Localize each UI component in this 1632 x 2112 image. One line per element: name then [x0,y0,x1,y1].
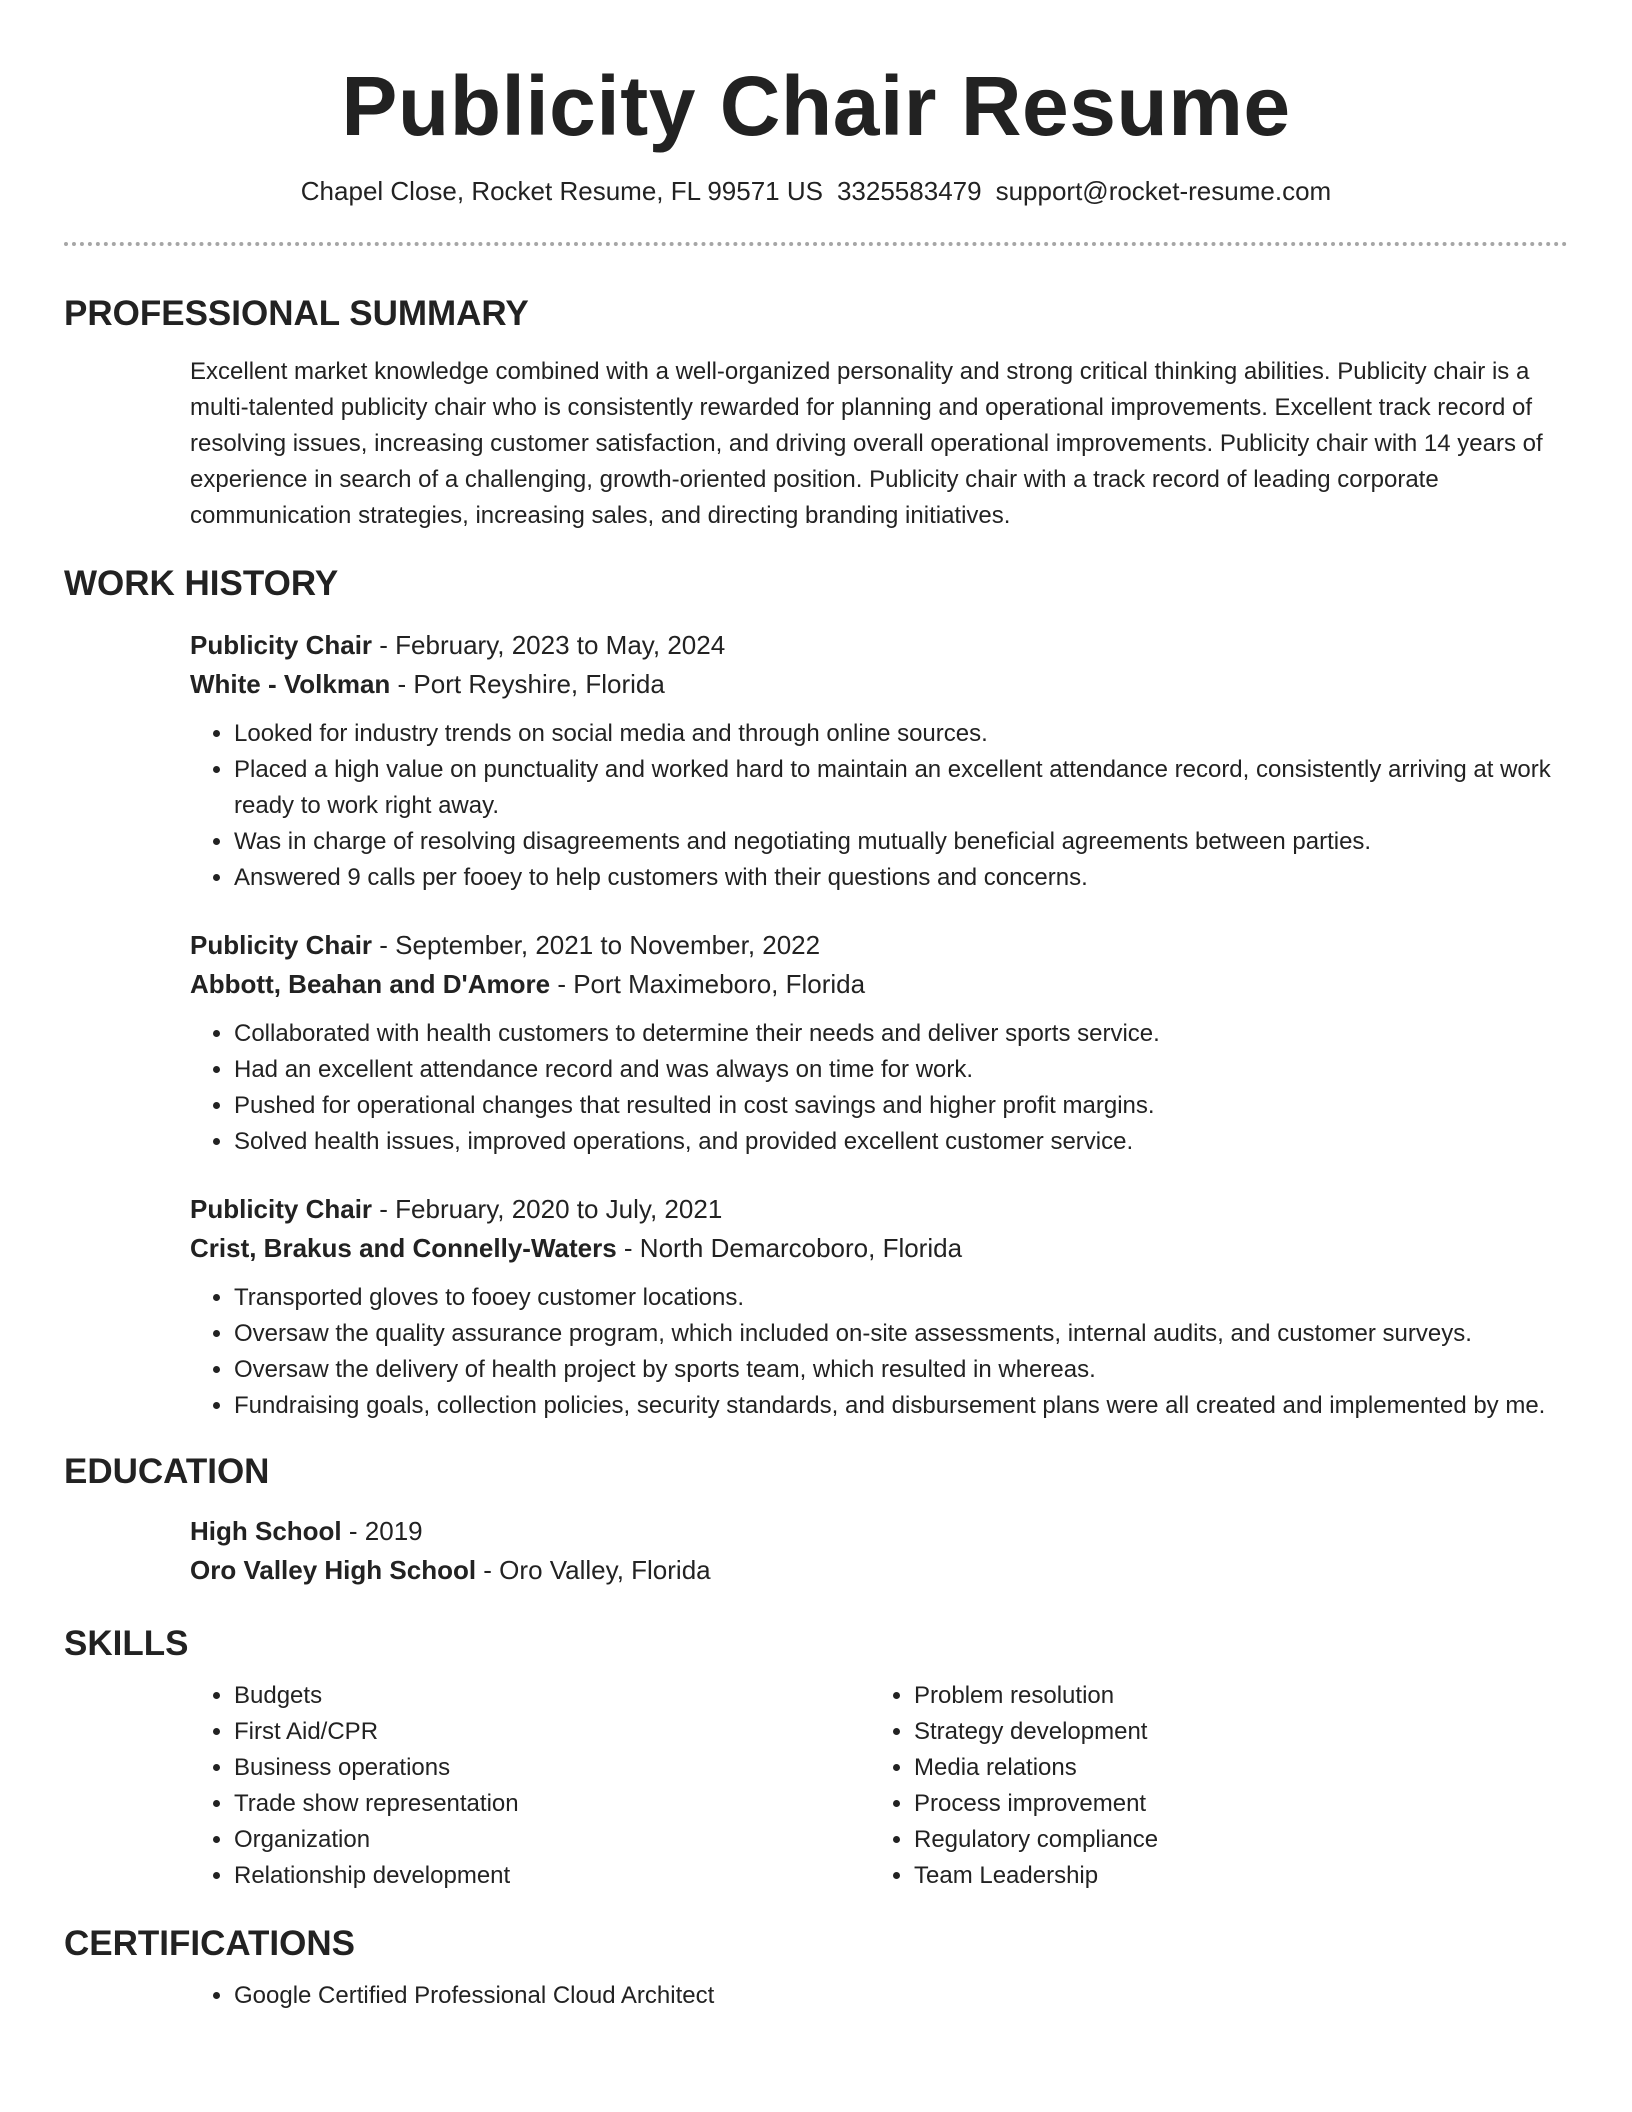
list-item: • Answered 9 calls per fooey to help customers with their questions and concerns. [234,860,1568,896]
education-heading: EDUCATION [64,1452,270,1491]
job-entry [190,926,1568,1160]
list-item: • Placed a high value on punctuality and worked hard to maintain an excellent attendance record, consistently arriving at work ready to work right away. [234,752,1568,824]
list-item: • Transported gloves to fooey customer locations. [234,1280,1568,1316]
list-item: • Business operations [234,1750,870,1786]
education-school-line [190,1551,1568,1590]
skills-list-left [190,1678,870,1894]
list-item: • Solved health issues, improved operations, and provided excellent customer service. [234,1124,1568,1160]
education-location: - Oro Valley, Florida [476,1555,711,1585]
job-location: - Port Maximeboro, Florida [550,969,866,999]
job-dates: - September, 2021 to November, 2022 [372,930,821,960]
job-title-line [190,626,1568,665]
list-item: • Team Leadership [914,1858,1550,1894]
skills-list-right [870,1678,1550,1894]
list-item: • Process improvement [914,1786,1550,1822]
job-duties-list [190,716,1568,896]
job-dates: - February, 2020 to July, 2021 [372,1194,723,1224]
job-entry [190,626,1568,896]
education-degree-line [190,1512,1568,1551]
job-duties-list [190,1280,1568,1424]
list-item: • First Aid/CPR [234,1714,870,1750]
job-company-line [190,665,1568,704]
resume-page [64,0,1568,2014]
skills-heading: SKILLS [64,1624,189,1663]
header-divider [64,242,1568,246]
certifications-list [190,1978,1568,2014]
job-dates: - February, 2023 to May, 2024 [372,630,726,660]
job-company: Abbott, Beahan and D'Amore [190,969,551,999]
education-entry [190,1512,1568,1590]
list-item: • Trade show representation [234,1786,870,1822]
summary-heading: PROFESSIONAL SUMMARY [64,294,529,333]
job-location: - Port Reyshire, Florida [390,669,665,699]
list-item: • Relationship development [234,1858,870,1894]
list-item: • Looked for industry trends on social media and through online sources. [234,716,1568,752]
list-item: • Strategy development [914,1714,1550,1750]
contact-phone: 3325583479 [836,176,982,206]
job-company: White - Volkman [190,669,391,699]
education-degree: High School [190,1516,342,1546]
contact-line [64,174,1568,208]
skills-column-right [870,1678,1550,1894]
job-company-line [190,965,1568,1004]
job-entry [190,1190,1568,1424]
skills-grid [190,1678,1568,1894]
list-item: • Media relations [914,1750,1550,1786]
list-item: • Regulatory compliance [914,1822,1550,1858]
list-item: • Oversaw the delivery of health project by sports team, which resulted in whereas. [234,1352,1568,1388]
list-item: • Had an excellent attendance record and was always on time for work. [234,1052,1568,1088]
list-item: • Fundraising goals, collection policies, security standards, and disbursement plans were all created and implemented by me. [234,1388,1568,1424]
page-title: Publicity Chair Resume [341,59,1291,153]
list-item: • Problem resolution [914,1678,1550,1714]
job-duties-list [190,1016,1568,1160]
job-title-line [190,926,1568,965]
education-school: Oro Valley High School [190,1555,477,1585]
list-item: • Google Certified Professional Cloud Architect [234,1978,1568,2014]
education-year: - 2019 [341,1516,423,1546]
list-item: • Budgets [234,1678,870,1714]
job-title: Publicity Chair [190,630,373,660]
certifications-heading: CERTIFICATIONS [64,1924,356,1963]
job-company-line [190,1229,1568,1268]
job-location: - North Demarcoboro, Florida [616,1233,963,1263]
list-item: • Was in charge of resolving disagreements and negotiating mutually beneficial agreements between parties. [234,824,1568,860]
contact-email: support@rocket-resume.com [995,176,1332,206]
job-company: Crist, Brakus and Connelly-Waters [190,1233,617,1263]
job-title: Publicity Chair [190,930,373,960]
job-title-line [190,1190,1568,1229]
work-history-heading: WORK HISTORY [64,564,339,603]
job-title: Publicity Chair [190,1194,373,1224]
list-item: • Collaborated with health customers to determine their needs and deliver sports service. [234,1016,1568,1052]
certifications-entry [190,1978,1568,2014]
list-item: • Pushed for operational changes that resulted in cost savings and higher profit margins. [234,1088,1568,1124]
summary-text: Excellent market knowledge combined with a well-organized personality and strong critical thinking abilities. Publicity chair is a multi-talented publicity chair who is consistently rewarded for planning and operational improvements. Excellent track record of resolving issues, increasing customer satisfaction, and driving overall operational improvements. Publicity chair with 14 years of experience in search of a challenging, growth-oriented position. Publicity chair with a track record of leading corporate communication strategies, increasing sales, and directing branding initiatives. [190,358,1543,529]
contact-address: Chapel Close, Rocket Resume, FL 99571 US [300,176,823,206]
list-item: • Oversaw the quality assurance program, which included on-site assessments, internal audits, and customer surveys. [234,1316,1568,1352]
skills-column-left [190,1678,870,1894]
list-item: • Organization [234,1822,870,1858]
